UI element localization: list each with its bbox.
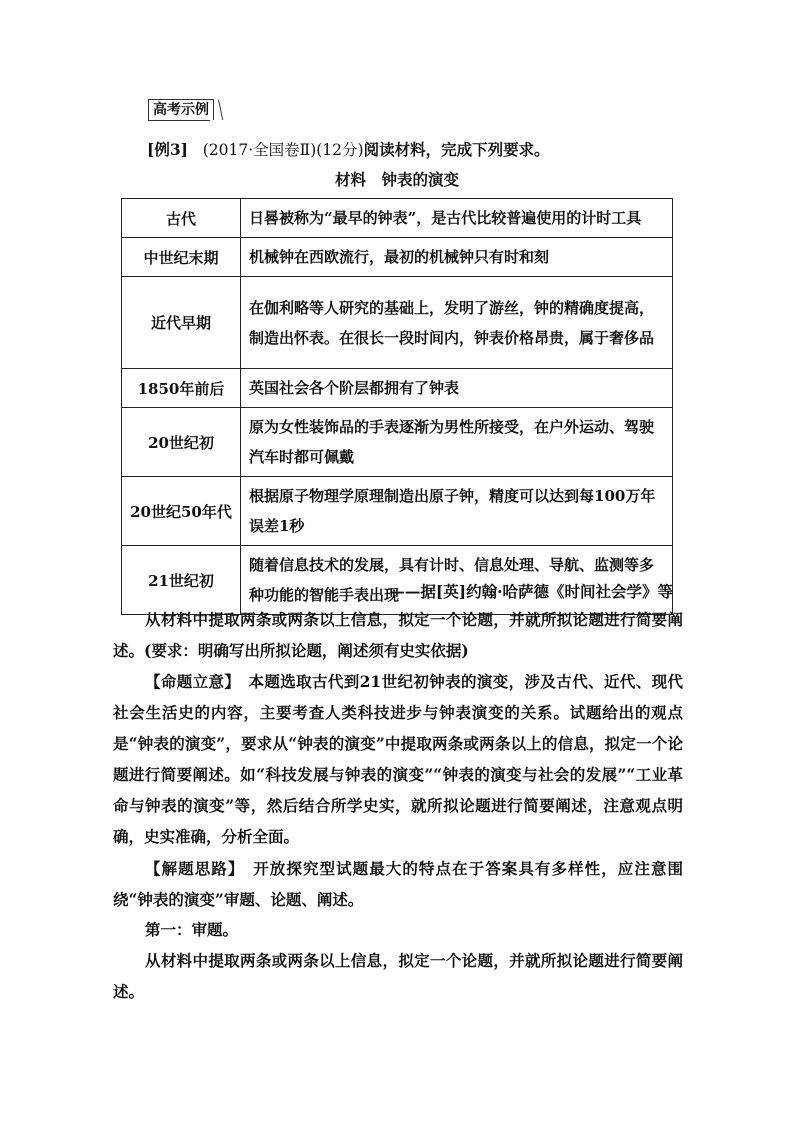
desc-cell: 英国社会各个阶层都拥有了钟表 <box>241 369 673 408</box>
intent-label: 【命题立意】 <box>145 672 233 691</box>
approach-label: 【解题思路】 <box>145 859 237 878</box>
desc-cell: 在伽利略等人研究的基础上，发明了游丝，钟的精确度提高，制造出怀表。在很长一段时间内，钟表价格昂贵，属于奢侈品 <box>241 277 673 369</box>
approach-text: 开放探究型试题最大的特点在于答案具有多样性，应注意围绕“钟表的演变”审题、论题、阐述。 <box>113 859 683 909</box>
example-instruction: 阅读材料，完成下列要求。 <box>363 140 550 159</box>
era-cell: 20世纪50年代 <box>122 477 241 546</box>
step-heading: 第一：审题。 <box>145 920 239 939</box>
desc-cell: 随着信息技术的发展，具有计时、信息处理、导航、监测等多种功能的智能手表出现 <box>241 546 673 615</box>
era-cell: 近代早期 <box>122 277 241 369</box>
desc-cell: 根据原子物理学原理制造出原子钟，精度可以达到每100万年误差1秒 <box>241 477 673 546</box>
table-source: ——据[英]约翰·哈萨德《时间社会学》等 <box>389 582 673 601</box>
table-row <box>122 369 673 408</box>
step-text: 从材料中提取两条或两条以上信息，拟定一个论题，并就所拟论题进行简要阐述。 <box>113 951 683 1001</box>
table-row <box>122 199 673 238</box>
example-source: (2017·全国卷Ⅱ)(12分) <box>202 141 364 159</box>
tag-underline <box>148 120 210 121</box>
era-cell: 20世纪初 <box>122 408 241 477</box>
era-cell: 21世纪初 <box>122 546 241 615</box>
desc-cell: 机械钟在西欧流行，最初的机械钟只有时和刻 <box>241 238 673 277</box>
example-label: [例3] <box>147 140 188 159</box>
era-cell: 古代 <box>122 199 241 238</box>
material-table <box>121 198 673 615</box>
approach-paragraph <box>113 853 683 915</box>
desc-cell: 日晷被称为“最早的钟表”，是古代比较普遍使用的计时工具 <box>241 199 673 238</box>
example-header <box>147 140 550 160</box>
table-row <box>122 477 673 546</box>
section-tag: 高考示例 <box>148 99 214 120</box>
material-title: 材料 钟表的演变 <box>334 170 459 189</box>
era-cell: 1850年前后 <box>122 369 241 408</box>
question-text: 从材料中提取两条或两条以上信息，拟定一个论题，并就所拟论题进行简要阐述。(要求：明确写出所拟论题，阐述须有史实依据) <box>113 610 683 660</box>
table-row <box>122 277 673 369</box>
era-cell: 中世纪末期 <box>122 238 241 277</box>
table-row <box>122 238 673 277</box>
desc-cell: 原为女性装饰品的手表逐渐为男性所接受，在户外运动、驾驶汽车时都可佩戴 <box>241 408 673 477</box>
table-row <box>122 408 673 477</box>
intent-paragraph <box>113 666 683 852</box>
intent-text: 本题选取古代到21世纪初钟表的演变，涉及古代、近代、现代社会生活史的内容，主要考查人类科技进步与钟表演变的关系。试题给出的观点是“钟表的演变”，要求从“钟表的演变”中提取两条或两条以上的信息，拟定一个论题进行简要阐述。如“科技发展与钟表的演变”“钟表的演变与社会的发展”“工业革命与钟表的演变”等，然后结合所学史实，就所拟论题进行简要阐述，注意观点明确，史实准确，分析全面。 <box>113 672 683 846</box>
